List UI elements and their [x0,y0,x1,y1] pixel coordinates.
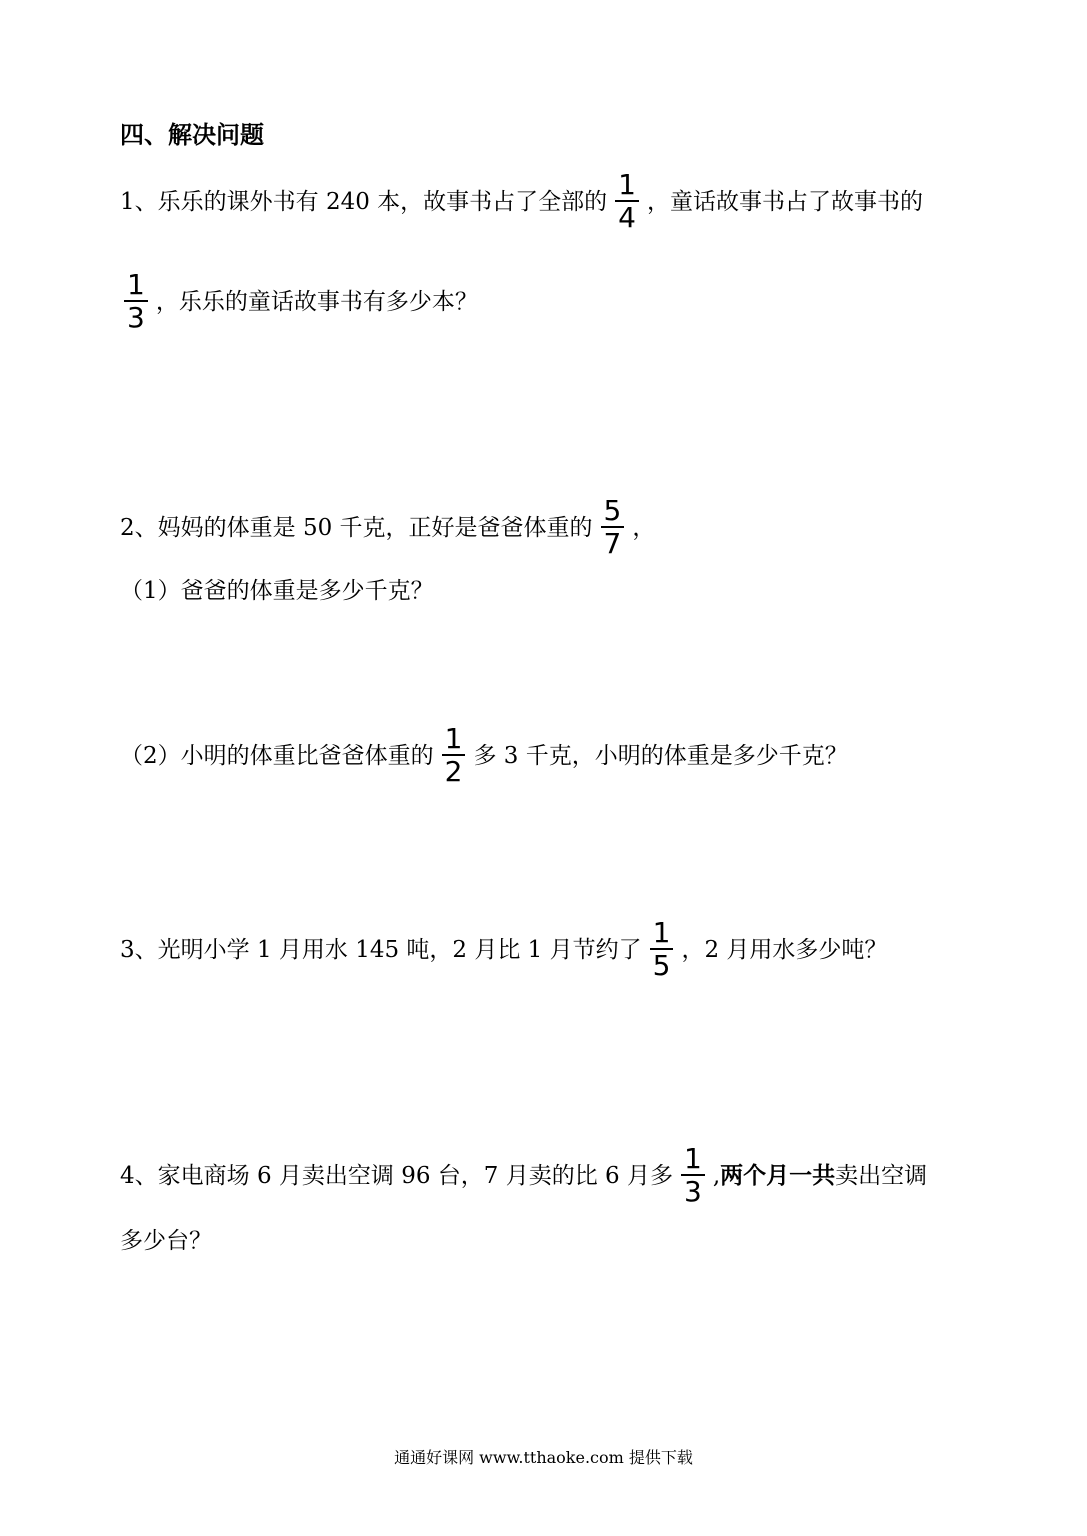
fraction-denominator: 7 [603,527,622,560]
q4-bold-text: 两个月一共 [720,1163,836,1189]
q1-fraction-2 [124,270,148,334]
question-3-line-1 [120,918,887,982]
q4-text-c: 卖出空调 [835,1163,928,1189]
question-1-line-1 [120,170,923,234]
q1-fraction-1 [615,170,639,234]
footer-credit: 通通好课网 www.tthaoke.com 提供下载 [394,1448,693,1467]
section-title: 四、解决问题 [120,121,264,149]
q3-fraction-1 [650,918,674,982]
q1-text-c: ，乐乐的童话故事书有多少本？ [155,289,478,315]
q1-text-b: ，童话故事书占了故事书的 [646,189,923,215]
fraction-numerator: 5 [601,496,625,528]
fraction-numerator: 1 [124,270,148,302]
question-1-line-2 [120,270,478,334]
fraction-denominator: 2 [444,755,463,788]
q2-text-a: 2、妈妈的体重是 50 千克，正好是爸爸体重的 [120,515,593,541]
q4-fraction-1 [681,1144,705,1208]
q4-text-b: , [712,1163,721,1189]
question-2-line-1 [120,496,655,560]
fraction-denominator: 5 [652,949,671,982]
q2-text-b: ， [632,515,656,541]
fraction-denominator: 3 [683,1175,702,1208]
question-4-line-2: 多少台？ [120,1228,212,1254]
q4-text-a: 4、家电商场 6 月卖出空调 96 台，7 月卖的比 6 月多 [120,1163,673,1189]
q2-fraction-1 [601,496,625,560]
q3-text-a: 3、光明小学 1 月用水 145 吨，2 月比 1 月节约了 [120,937,642,963]
fraction-numerator: 1 [681,1144,705,1176]
fraction-numerator: 1 [615,170,639,202]
q3-text-b: ，2 月用水多少吨？ [681,937,888,963]
fraction-numerator: 1 [442,724,466,756]
q2-fraction-2 [442,724,466,788]
q2-sub2-text-a: （2）小明的体重比爸爸体重的 [120,743,434,769]
fraction-denominator: 3 [127,301,145,334]
q1-text-a: 1、乐乐的课外书有 240 本，故事书占了全部的 [120,189,608,215]
question-4-line-1 [120,1144,927,1208]
question-2-sub-1: （1）爸爸的体重是多少千克？ [120,578,434,604]
fraction-denominator: 4 [618,201,636,234]
question-2-sub-2 [120,724,848,788]
fraction-numerator: 1 [650,918,674,950]
q2-sub2-text-b: 多 3 千克，小明的体重是多少千克？ [473,743,848,769]
